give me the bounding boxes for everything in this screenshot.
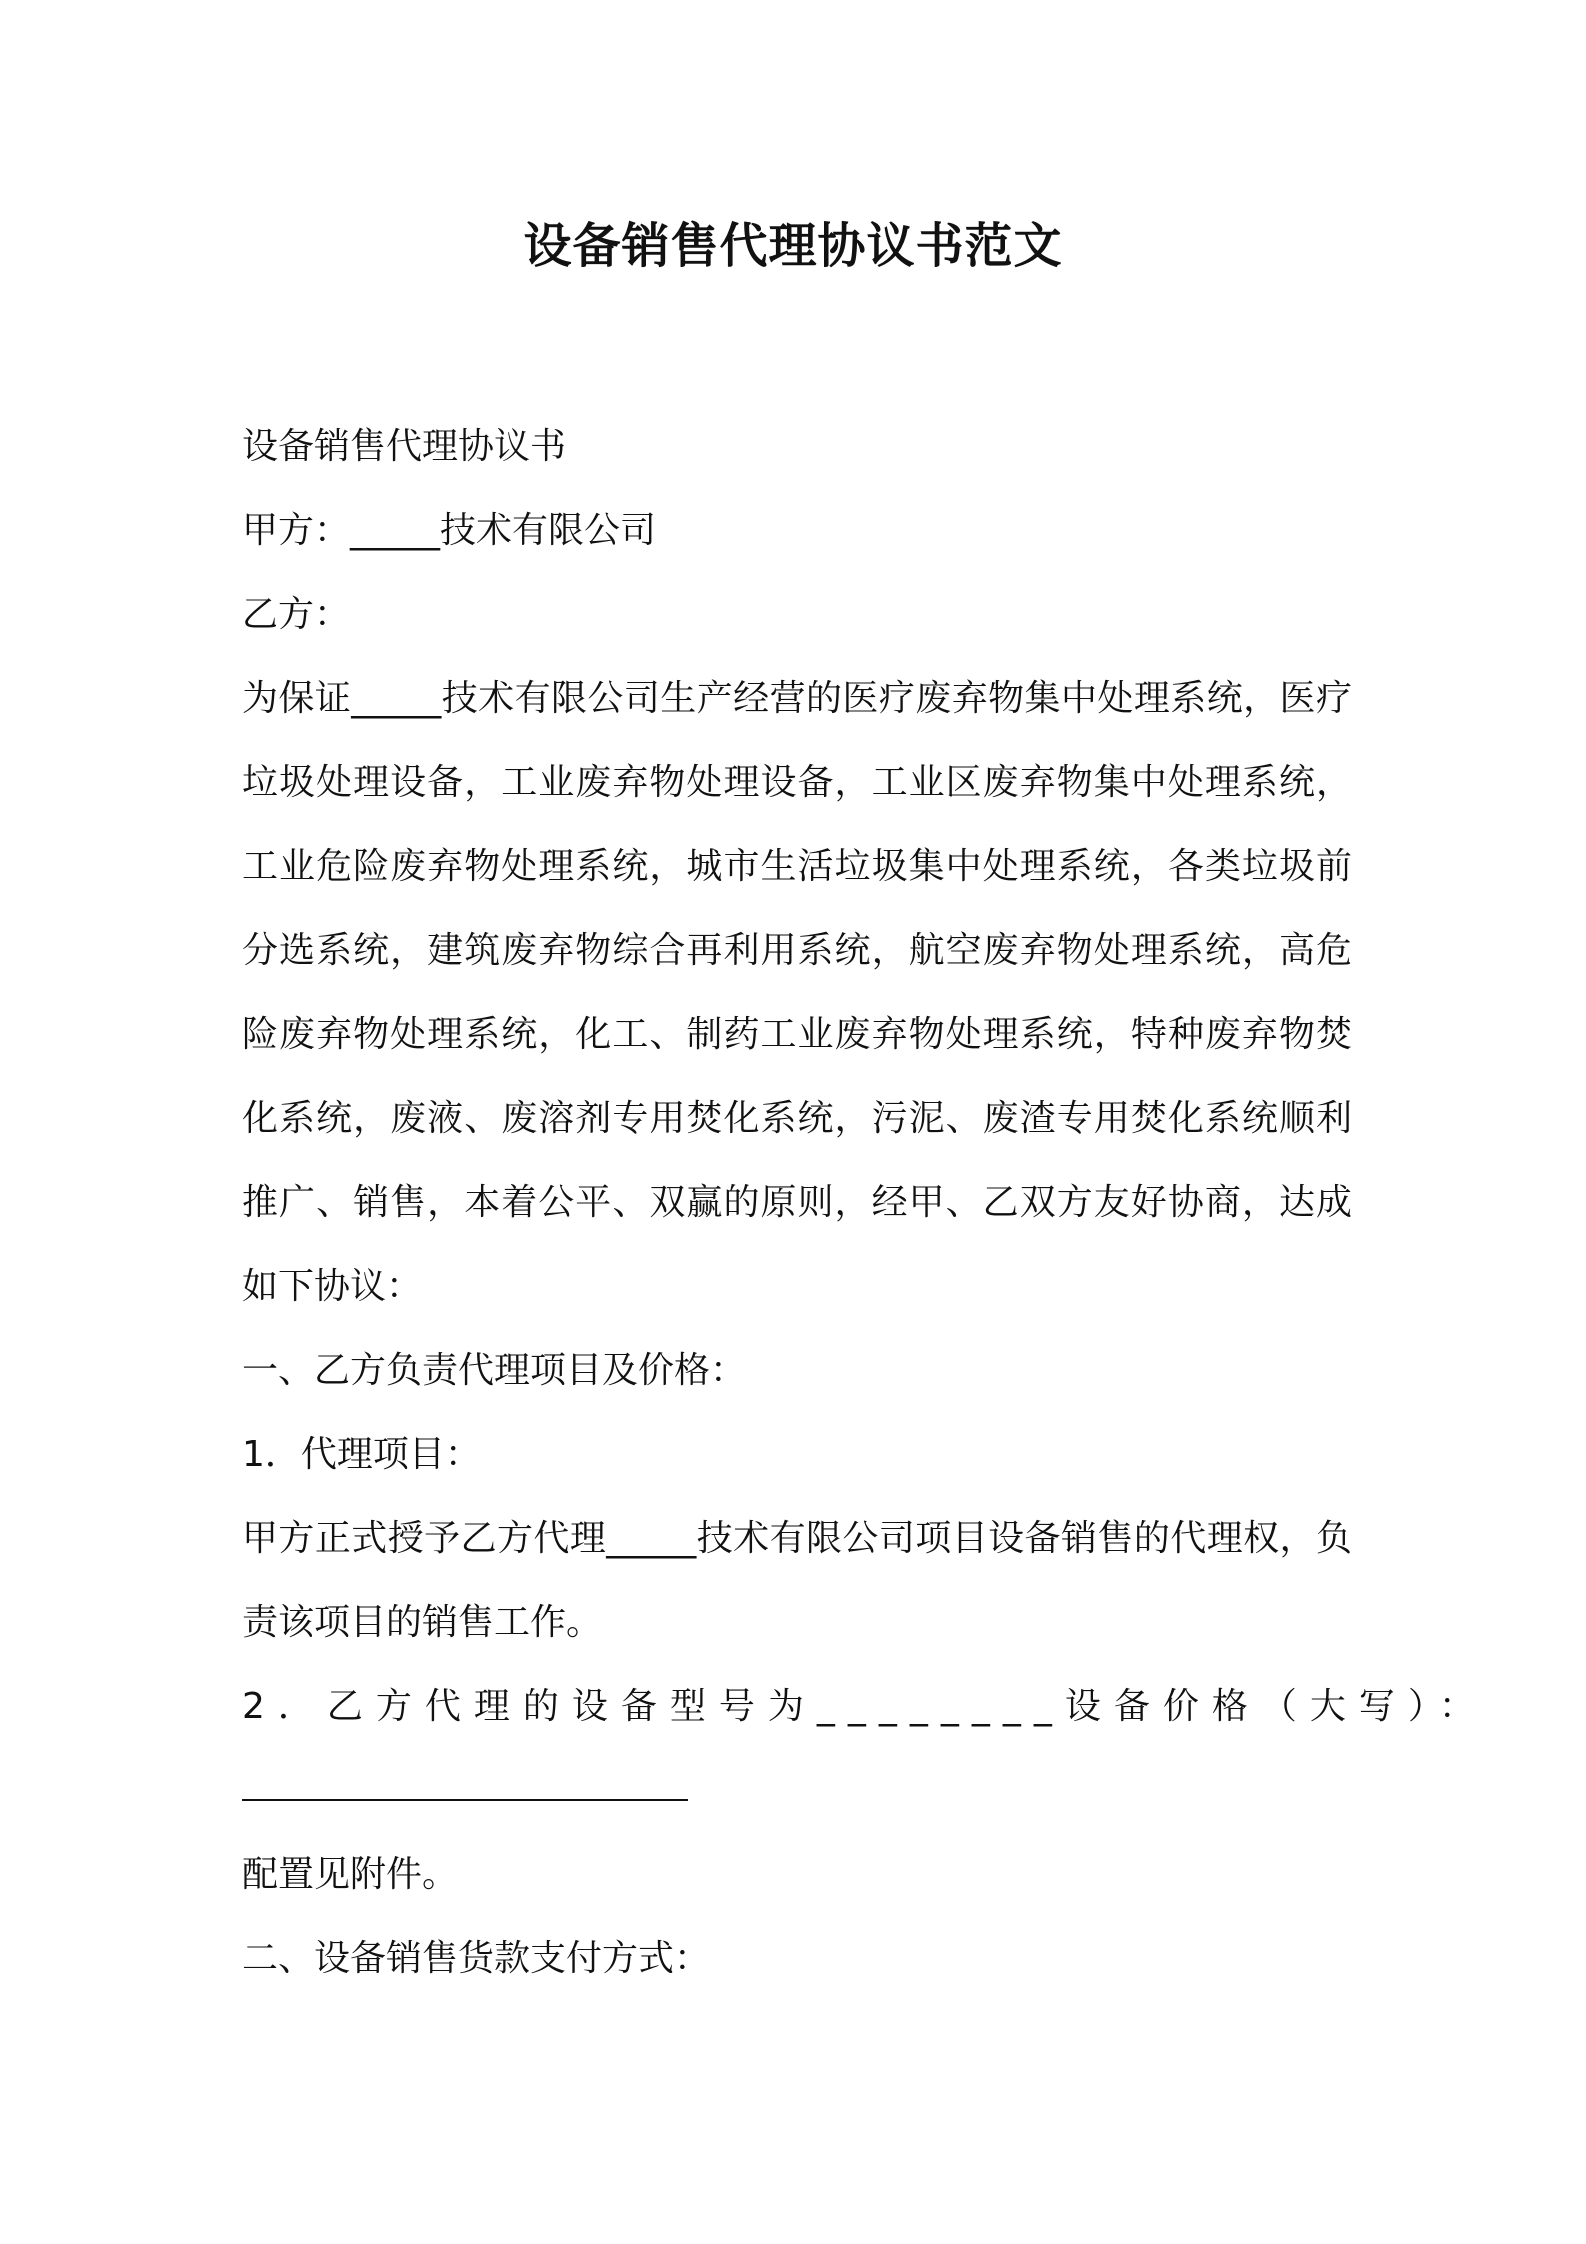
party-a-line: 甲方：_____技术有限公司 bbox=[242, 510, 657, 551]
section-1-heading: 一、乙方负责代理项目及价格： bbox=[242, 1350, 747, 1391]
item-1-heading: 1．代理项目： bbox=[242, 1434, 481, 1475]
document-body bbox=[242, 405, 1488, 2001]
price-blank-line bbox=[242, 1749, 1352, 1833]
blank-underline bbox=[242, 1799, 688, 1801]
item-1-paragraph: 甲方正式授予乙方代理_____技术有限公司项目设备销售的代理权，负责该项目的销售工作。 bbox=[242, 1518, 1352, 1643]
agreement-subtitle: 设备销售代理协议书 bbox=[242, 426, 567, 467]
intro-paragraph: 为保证_____技术有限公司生产经营的医疗废弃物集中处理系统，医疗垃圾处理设备，工业废弃物处理设备，工业区废弃物集中处理系统，工业危险废弃物处理系统，城市生活垃圾集中处理系统，各类垃圾前分选系统，建筑废弃物综合再利用系统，航空废弃物处理系统，高危险废弃物处理系统，化工、制药工业废弃物处理系统，特种废弃物焚化系统，废液、废溶剂专用焚化系统，污泥、废渣专用焚化系统顺利推广、销售，本着公平、双赢的原则，经甲、乙双方友好协商，达成如下协议： bbox=[242, 678, 1352, 1307]
document-title: 设备销售代理协议书范文 bbox=[523, 218, 1063, 274]
party-b-line: 乙方： bbox=[242, 594, 351, 635]
item-2-line: 2．乙方代理的设备型号为________设备价格（大写）： bbox=[242, 1686, 1488, 1727]
item-2-note: 配置见附件。 bbox=[242, 1854, 459, 1895]
section-2-heading: 二、设备销售货款支付方式： bbox=[242, 1938, 711, 1979]
